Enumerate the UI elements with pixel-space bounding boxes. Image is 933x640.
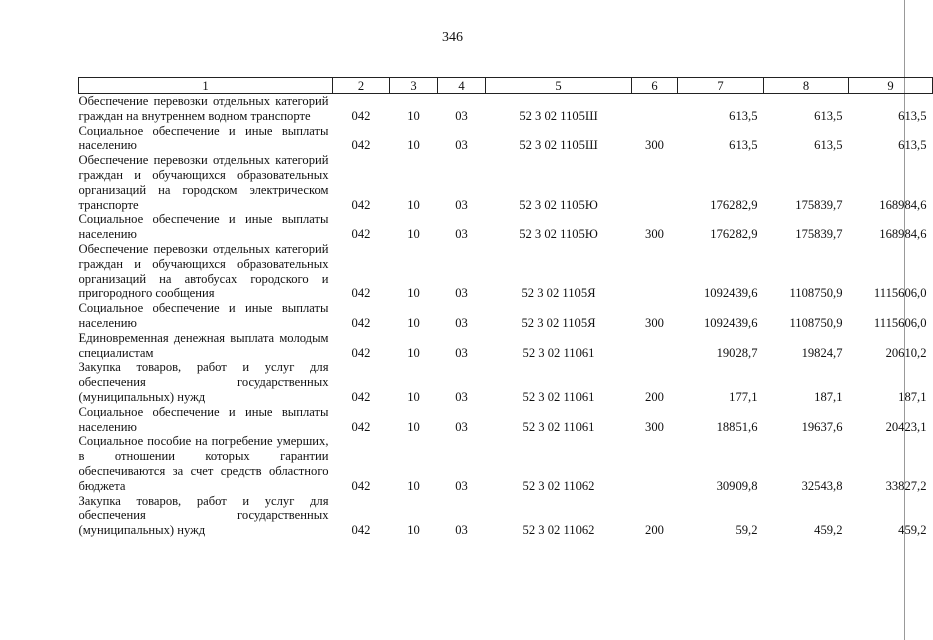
cell-col2: 042 [351, 389, 371, 404]
cell-col4: 03 [455, 286, 468, 301]
cell-col7: 19028,7 [716, 345, 758, 360]
cell-col6: 200 [645, 523, 664, 538]
cell-col7: 613,5 [729, 138, 758, 153]
cell-col9: 20610,2 [885, 345, 927, 360]
cell-col4: 03 [455, 419, 468, 434]
cell-col6: 300 [645, 419, 664, 434]
cell-col7: 177,1 [729, 389, 758, 404]
cell-col9: 168984,6 [879, 227, 927, 242]
cell-col4: 03 [455, 389, 468, 404]
cell-col2: 042 [351, 345, 371, 360]
cell-col2: 042 [351, 315, 371, 330]
cell-col9: 33827,2 [885, 478, 927, 493]
cell-col7: 1092439,6 [703, 315, 758, 330]
cell-col8: 613,5 [814, 138, 843, 153]
cell-col3: 10 [407, 523, 420, 538]
cell-col5: 52 3 02 11061 [522, 389, 595, 404]
cell-col4: 03 [455, 478, 468, 493]
table-row [79, 360, 933, 404]
col-header-4: 4 [438, 78, 486, 94]
cell-col9: 1115606,0 [873, 286, 927, 301]
table-row [79, 405, 933, 435]
cell-col8: 32543,8 [801, 478, 843, 493]
cell-col6: 300 [645, 315, 664, 330]
cell-col3: 10 [407, 227, 420, 242]
row-description: Единовременная денежная выплата молодым специалистам [78, 330, 329, 360]
table-row [79, 301, 933, 331]
cell-col7: 176282,9 [710, 227, 758, 242]
cell-col4: 03 [455, 315, 468, 330]
cell-col6: 300 [645, 138, 664, 153]
cell-col8: 175839,7 [795, 197, 843, 212]
table-row [79, 153, 933, 212]
col-header-3: 3 [390, 78, 438, 94]
cell-col6: 300 [645, 227, 664, 242]
row-description: Закупка товаров, работ и услуг для обеспечения государственных (муниципальных) нужд [78, 360, 329, 404]
cell-col7: 59,2 [735, 523, 758, 538]
cell-col3: 10 [407, 197, 420, 212]
cell-col7: 18851,6 [716, 419, 758, 434]
cell-col7: 1092439,6 [703, 286, 758, 301]
cell-col8: 187,1 [814, 389, 843, 404]
cell-col6 [632, 153, 678, 212]
cell-col9: 187,1 [898, 389, 927, 404]
cell-col4: 03 [455, 108, 468, 123]
cell-col2: 042 [351, 108, 371, 123]
cell-col8: 613,5 [814, 108, 843, 123]
col-header-7: 7 [678, 78, 764, 94]
col-header-8: 8 [764, 78, 849, 94]
cell-col9: 613,5 [898, 138, 927, 153]
cell-col2: 042 [351, 197, 371, 212]
cell-col8: 1108750,9 [789, 315, 843, 330]
cell-col7: 176282,9 [710, 197, 758, 212]
row-description: Социальное обеспечение и иные выплаты населению [78, 404, 329, 434]
table-row [79, 242, 933, 301]
cell-col8: 19637,6 [801, 419, 843, 434]
cell-col9: 1115606,0 [873, 315, 927, 330]
cell-col5: 52 3 02 1105Я [521, 315, 596, 330]
row-description: Обеспечение перевозки отдельных категорий граждан и обучающихся образовательных организаций на автобусах городского и пригородного сообщения [78, 241, 329, 301]
cell-col3: 10 [407, 478, 420, 493]
col-header-2: 2 [333, 78, 390, 94]
table-row [79, 124, 933, 154]
cell-col4: 03 [455, 197, 468, 212]
cell-col2: 042 [351, 419, 371, 434]
cell-col5: 52 3 02 1105Ю [519, 227, 598, 242]
cell-col3: 10 [407, 315, 420, 330]
row-description: Социальное обеспечение и иные выплаты населению [78, 301, 329, 330]
cell-col4: 03 [455, 138, 468, 153]
cell-col9: 459,2 [898, 523, 927, 538]
row-description: Закупка товаров, работ и услуг для обеспечения государственных (муниципальных) нужд [78, 493, 329, 538]
row-description: Обеспечение перевозки отдельных категорий граждан на внутреннем водном транспорте [78, 94, 329, 123]
table-row [79, 94, 933, 124]
cell-col2: 042 [351, 138, 371, 153]
cell-col2: 042 [351, 286, 371, 301]
cell-col6 [632, 434, 678, 493]
table-row [79, 331, 933, 361]
cell-col3: 10 [407, 345, 420, 360]
col-header-9: 9 [849, 78, 933, 94]
cell-col2: 042 [351, 478, 371, 493]
cell-col7: 30909,8 [716, 478, 758, 493]
cell-col6 [632, 331, 678, 361]
cell-col6: 200 [645, 389, 664, 404]
table-row [79, 434, 933, 493]
cell-col2: 042 [351, 227, 371, 242]
row-description: Социальное пособие на погребение умерших, в отношении которых гарантии обеспечиваются за счет средств областного бюджета [78, 434, 329, 493]
cell-col5: 52 3 02 11062 [522, 478, 595, 493]
cell-col2: 042 [351, 523, 371, 538]
cell-col5: 52 3 02 11061 [522, 345, 595, 360]
cell-col4: 03 [455, 345, 468, 360]
cell-col8: 1108750,9 [789, 286, 843, 301]
cell-col6 [632, 94, 678, 124]
cell-col6 [632, 242, 678, 301]
col-header-6: 6 [632, 78, 678, 94]
cell-col5: 52 3 02 1105Ш [519, 138, 598, 153]
table-row [79, 494, 933, 538]
header-row [79, 78, 933, 94]
cell-col8: 19824,7 [801, 345, 843, 360]
cell-col8: 459,2 [814, 523, 843, 538]
cell-col9: 20423,1 [885, 419, 927, 434]
budget-table [78, 77, 933, 538]
col-header-1: 1 [79, 78, 333, 94]
cell-col7: 613,5 [729, 108, 758, 123]
cell-col3: 10 [407, 138, 420, 153]
cell-col5: 52 3 02 11062 [522, 523, 595, 538]
cell-col4: 03 [455, 227, 468, 242]
cell-col3: 10 [407, 286, 420, 301]
cell-col5: 52 3 02 1105Ю [519, 197, 598, 212]
table-row [79, 212, 933, 242]
cell-col4: 03 [455, 523, 468, 538]
row-description: Социальное обеспечение и иные выплаты населению [78, 212, 329, 242]
cell-col9: 613,5 [898, 108, 927, 123]
cell-col5: 52 3 02 1105Ш [519, 108, 598, 123]
cell-col8: 175839,7 [795, 227, 843, 242]
cell-col9: 168984,6 [879, 197, 927, 212]
cell-col3: 10 [407, 389, 420, 404]
cell-col5: 52 3 02 1105Я [521, 286, 596, 301]
cell-col3: 10 [407, 108, 420, 123]
row-description: Социальное обеспечение и иные выплаты населению [78, 123, 329, 153]
cell-col3: 10 [407, 419, 420, 434]
row-description: Обеспечение перевозки отдельных категорий граждан и обучающихся образовательных организаций на городском электрическом транспорте [78, 153, 329, 212]
col-header-5: 5 [486, 78, 632, 94]
cell-col5: 52 3 02 11061 [522, 419, 595, 434]
page-number: 346 [442, 30, 463, 45]
